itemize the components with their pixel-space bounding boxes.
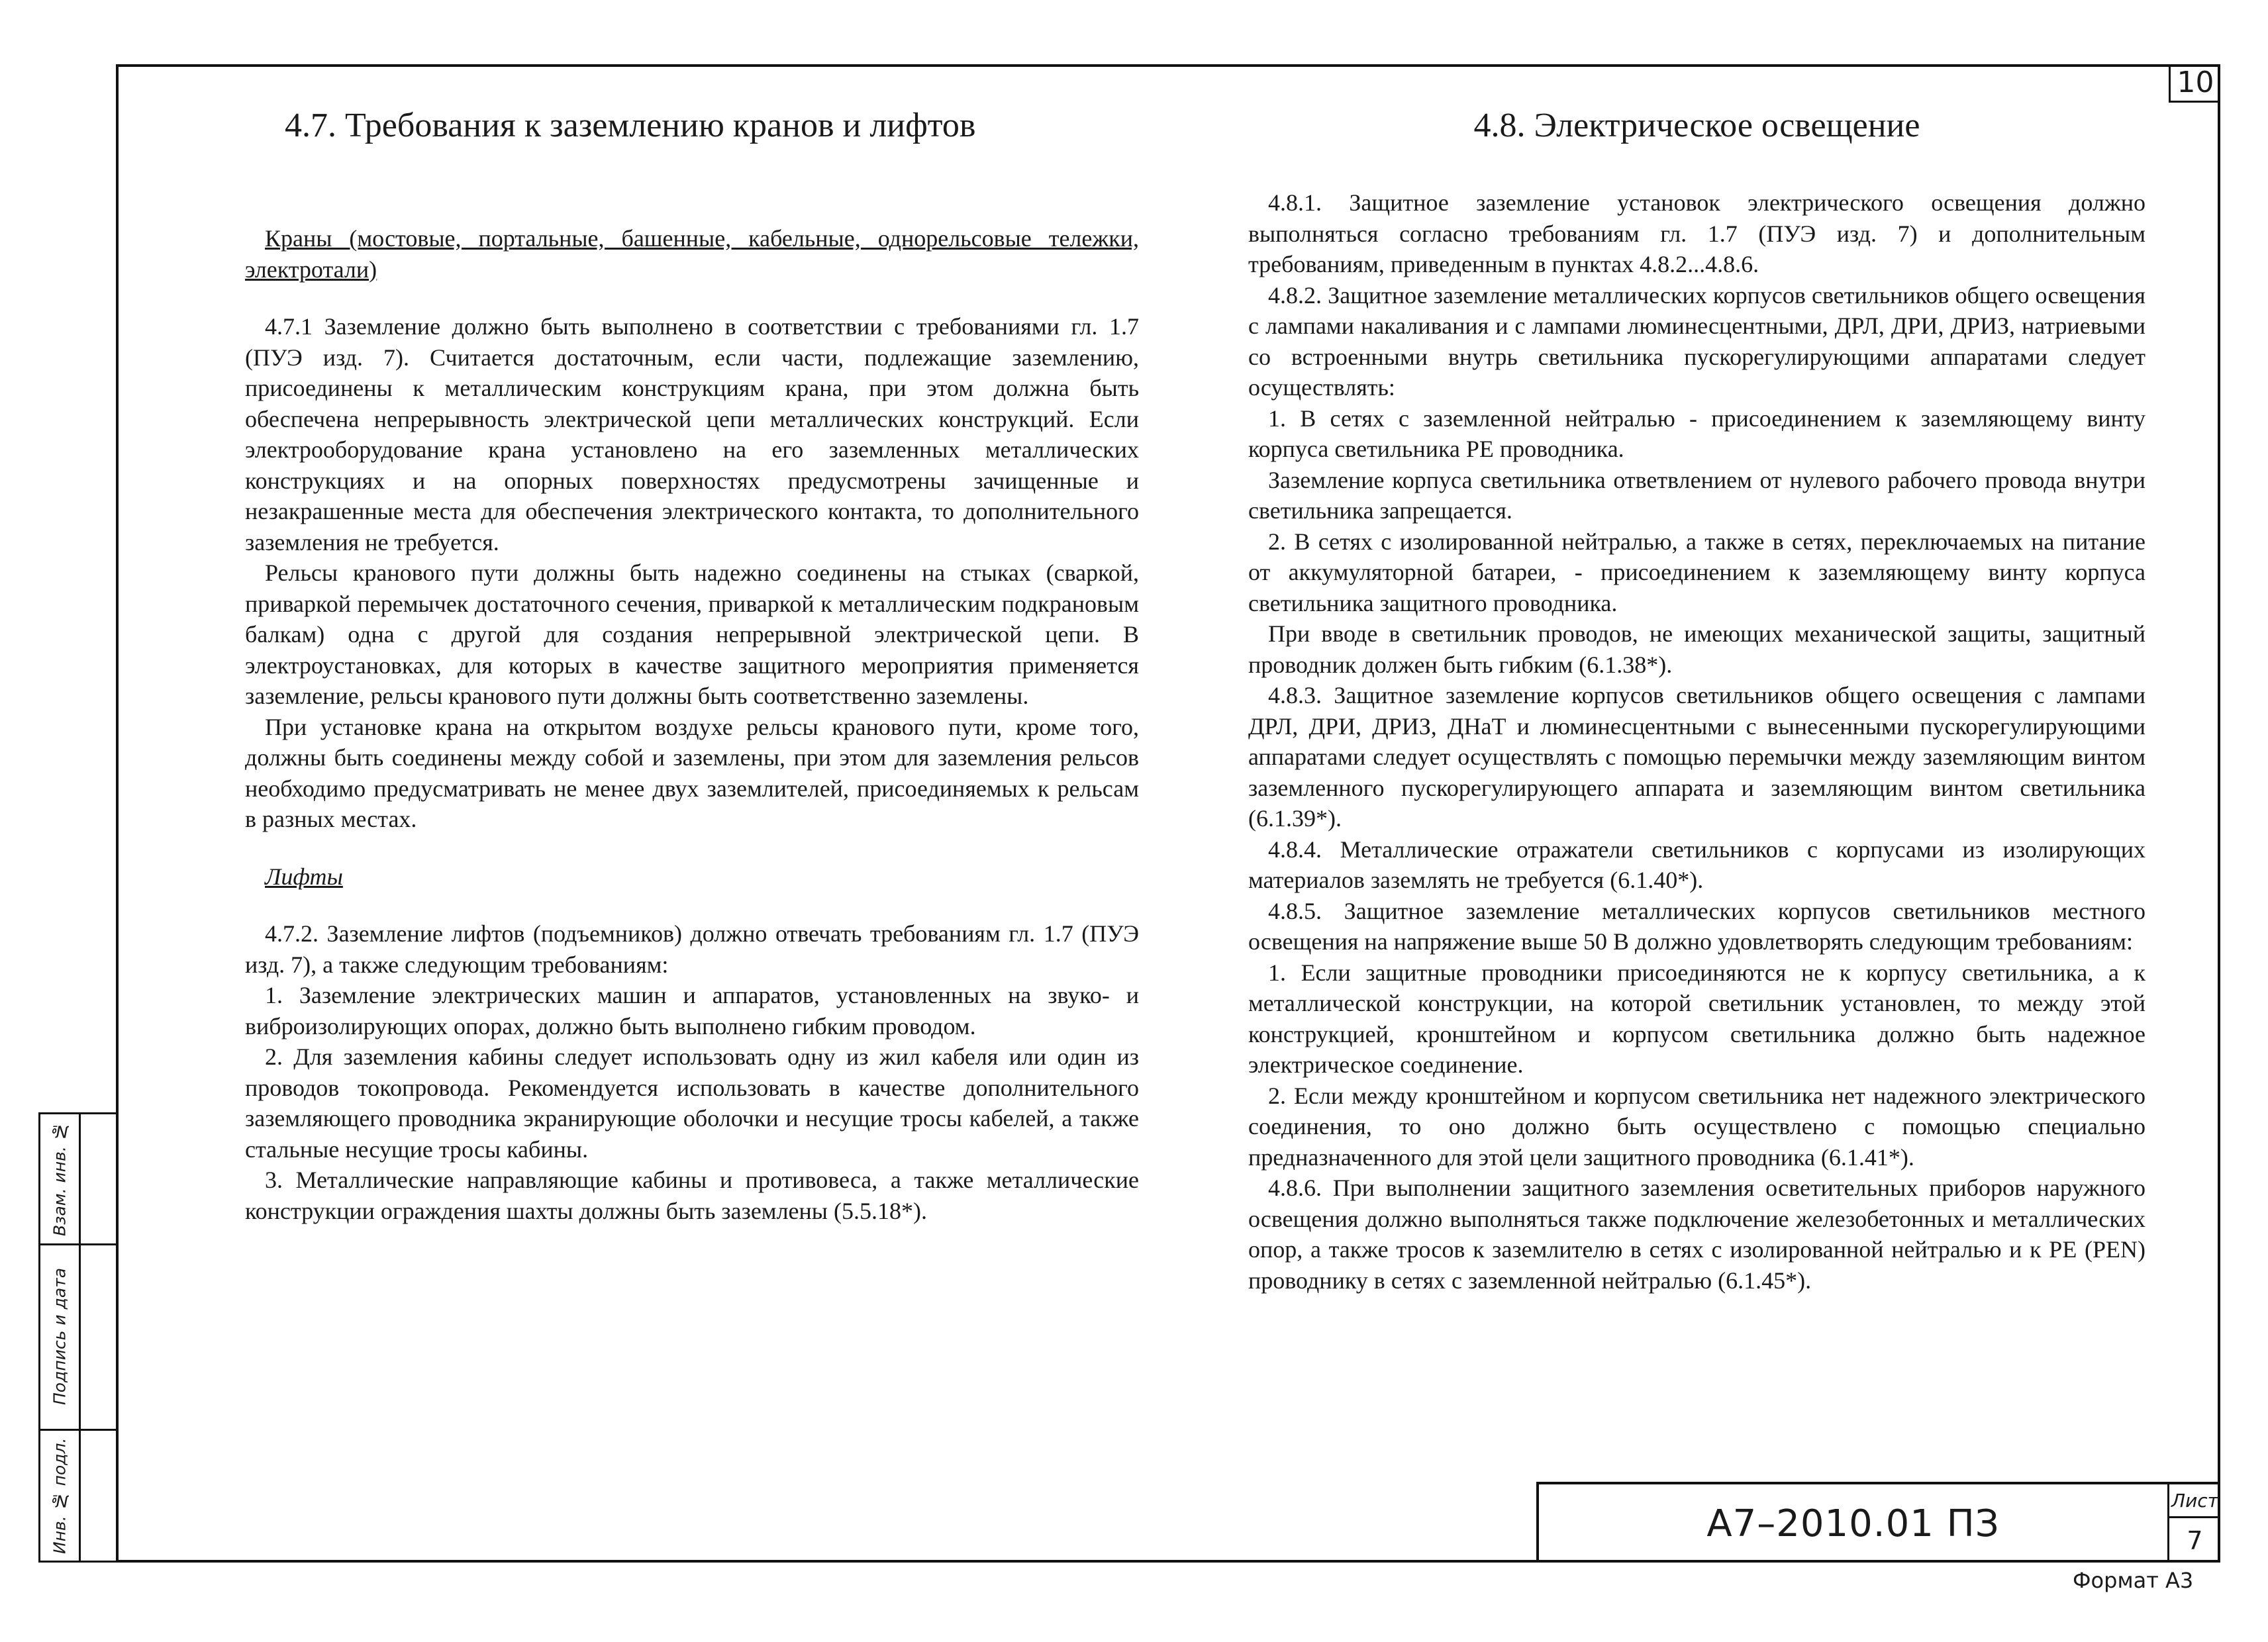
paragraph: При вводе в светильник проводов, не имеющих механической защиты, защитный проводник должен быть гибким (6.1.38*). xyxy=(1248,620,2145,678)
cranes-heading: Краны (мостовые, портальные, башенные, кабельные, однорельсовые тележки, электротали) xyxy=(245,225,1139,283)
paragraph: Рельсы кранового пути должны быть надежно соединены на стыках (сваркой, приваркой перемычек достаточного сечения, приваркой к металлическим подкрановым балкам) одна с другой для создания непрерывной электрической цепи. В электроустановках, для которых в качестве защитного мероприятия применяется заземление, рельсы кранового пути должны быть соответственно заземлены. xyxy=(245,559,1139,709)
format-label: Формат А3 xyxy=(2073,1568,2194,1593)
paragraph: 4.7.2. Заземление лифтов (подъемников) должно отвечать требованиям гл. 1.7 (ПУЭ изд. 7), а также следующим требованиям: xyxy=(245,920,1139,978)
paragraph: 2. Если между кронштейном и корпусом светильника нет надежного электрического соединения, то оно должно быть осуществлено с помощью специально предназначенного для этой цели защитного проводника (6.1.41*). xyxy=(1248,1082,2145,1171)
paragraph: 4.8.3. Защитное заземление корпусов светильников общего освещения с лампами ДРЛ, ДРИ, ДРИЗ, ДНаТ и люминесцентными с вынесенными пускорегулирующими аппаратами следует осуществлять с помощью перемычки между заземляющим винтом заземленного пускорегулирующего аппарата и заземляющим винтом светильника (6.1.39*). xyxy=(1248,682,2145,832)
paragraph: 4.8.4. Металлические отражатели светильников с корпусами из изолирующих материалов заземлять не требуется (6.1.40*). xyxy=(1248,836,2145,893)
paragraph: 4.7.1 Заземление должно быть выполнено в соответствии с требованиями гл. 1.7 (ПУЭ изд. 7). Считается достаточным, если части, подлежащие заземлению, присоединены к металлическим конструкциям крана, при этом должна быть обеспечена непрерывность электрической цепи металлических конструкций. Если электрооборудование крана установлено на его заземленных металлических конструкциях и на опорных поверхностях предусмотрены зачищенные и незакрашенные места для обеспечения электрического контакта, то дополнительного заземления не требуется. xyxy=(245,313,1139,555)
paragraph: 2. В сетях с изолированной нейтралью, а также в сетях, переключаемых на питание от аккумуляторной батареи, - присоединением к заземляющему винту корпуса светильника защитного проводника. xyxy=(1248,528,2145,616)
paragraph: 1. В сетях с заземленной нейтралью - присоединением к заземляющему винту корпуса светильника PE проводника. xyxy=(1248,405,2145,462)
paragraph: 4.8.1. Защитное заземление установок электрического освещения должно выполняться согласно требованиям гл. 1.7 (ПУЭ изд. 7) и дополнительным требованиям, приведенным в пунктах 4.8.2...4.8.6. xyxy=(1248,189,2145,277)
paragraph: Заземление корпуса светильника ответвлением от нулевого рабочего провода внутри светильника запрещается. xyxy=(1248,466,2145,524)
paragraph: 4.8.6. При выполнении защитного заземления осветительных приборов наружного освещения должно выполняться также подключение железобетонных и металлических опор, а также тросов к заземлителю в сетях с изолированной нейтралью и к PE (PEN) проводнику в сетях с заземленной нейтралью (6.1.45*). xyxy=(1248,1175,2145,1294)
sheet-label: Лист xyxy=(2169,1484,2220,1518)
sidebar-vzam-label: Взам. инв. № xyxy=(50,1122,70,1236)
paragraph: 4.8.5. Защитное заземление металлических корпусов светильников местного освещения на напряжение выше 50 В должно удовлетворять следующим требованиям: xyxy=(1248,897,2145,955)
document-code: А7–2010.01 ПЗ xyxy=(1706,1502,2000,1545)
section-title-4-8: 4.8. Электрическое освещение xyxy=(1473,107,1920,144)
approval-sidebar xyxy=(38,1112,116,1563)
paragraph: 1. Заземление электрических машин и аппаратов, установленных на звуко- и виброизолирующих опорах, должно быть выполнено гибким проводом. xyxy=(245,982,1139,1039)
corner-page-number: 10 xyxy=(2169,64,2220,103)
sheet-number: 7 xyxy=(2187,1525,2203,1555)
left-column xyxy=(245,106,1139,1226)
section-title-4-7: 4.7. Требования к заземлению кранов и лифтов xyxy=(285,107,976,144)
right-column xyxy=(1248,106,2145,1296)
sheet-box xyxy=(2167,1484,2220,1563)
paragraph: 4.8.2. Защитное заземление металлических корпусов светильников общего освещения с лампами накаливания и с лампами люминесцентными, ДРЛ, ДРИ, ДРИЗ, натриевыми со встроенными внутрь светильника пускорегулирующими аппаратами следует осуществлять: xyxy=(1248,281,2145,401)
sidebar-podpis-label: Подпись и дата xyxy=(50,1267,70,1405)
lifts-heading: Лифты xyxy=(265,863,343,890)
paragraph: При установке крана на открытом воздухе рельсы кранового пути, кроме того, должны быть соединены между собой и заземлены, при этом для заземления рельсов необходимо предусматривать не менее двух заземлителей, присоединяемых к рельсам в разных местах. xyxy=(245,713,1139,832)
paragraph: 1. Если защитные проводники присоединяются не к корпусу светильника, а к металлической конструкции, на которой светильник установлен, то между этой конструкцией, кронштейном и корпусом светильника должно быть надежное электрическое соединение. xyxy=(1248,959,2145,1078)
sidebar-inv-label: Инв. № подл. xyxy=(50,1437,70,1554)
paragraph: 2. Для заземления кабины следует использовать одну из жил кабеля или один из проводов токопровода. Рекомендуется использовать в качестве дополнительного заземляющего проводника экранирующие оболочки и несущие тросы кабелей, а также стальные несущие тросы кабины. xyxy=(245,1043,1139,1163)
paragraph: 3. Металлические направляющие кабины и противовеса, а также металлические конструкции ограждения шахты должны быть заземлены (5.5.18*). xyxy=(245,1167,1139,1224)
title-block-stamp xyxy=(1536,1482,2220,1563)
